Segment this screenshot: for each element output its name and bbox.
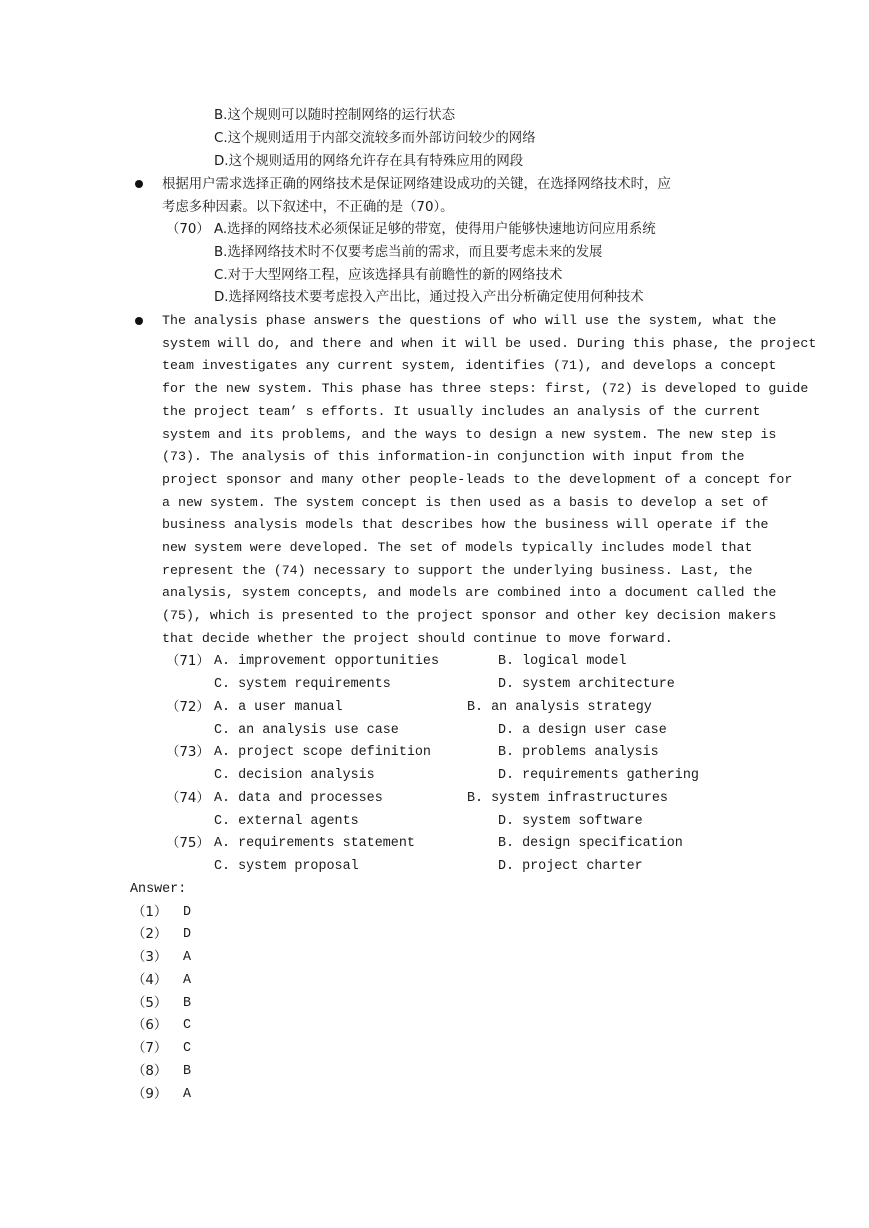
passage-line: team investigates any current system, identifies (71), and develops a concept xyxy=(162,358,777,374)
q75-option-b: B. design specification xyxy=(498,836,683,851)
q75-option-c: C. system proposal xyxy=(214,859,359,874)
q74-option-a: A. data and processes xyxy=(214,791,383,806)
q69-option-c: C.这个规则适用于内部交流较多而外部访问较少的网络 xyxy=(214,131,536,146)
q72-option-d: D. a design user case xyxy=(498,723,667,738)
q71-number: （71） xyxy=(166,654,210,669)
q70-option-a: A.选择的网络技术必须保证足够的带宽，使得用户能够快速地访问应用系统 xyxy=(214,222,656,237)
answer-number: （6） xyxy=(132,1018,168,1033)
passage-line: for the new system. This phase has three steps: first, (72) is developed to guide xyxy=(162,381,809,397)
q75-option-a: A. requirements statement xyxy=(214,836,415,851)
passage-line: project sponsor and many other people-leads to the development of a concept for xyxy=(162,471,793,487)
q74-option-d: D. system software xyxy=(498,814,643,829)
q69-option-b: B.这个规则可以随时控制网络的运行状态 xyxy=(214,108,456,123)
passage-line: that decide whether the project should continue to move forward. xyxy=(162,630,673,646)
answer-value: B xyxy=(183,1064,192,1079)
q70-stem-line2: 考虑多种因素。以下叙述中，不正确的是（70）。 xyxy=(162,200,454,215)
bullet-icon xyxy=(135,180,143,188)
answer-value: B xyxy=(183,996,192,1011)
passage-line: new system were developed. The set of models typically includes model that xyxy=(162,540,753,556)
answer-heading: Answer: xyxy=(130,882,187,897)
answer-number: （5） xyxy=(132,996,168,1011)
passage-line: (73). The analysis of this information-in conjunction with input from the xyxy=(162,449,745,465)
q75-option-d: D. project charter xyxy=(498,859,643,874)
answer-value: D xyxy=(183,927,192,942)
passage-line: analysis, system concepts, and models are combined into a document called the xyxy=(162,585,777,601)
answer-number: （3） xyxy=(132,950,168,965)
q72-option-c: C. an analysis use case xyxy=(214,723,399,738)
passage-line: The analysis phase answers the questions of who will use the system, what the xyxy=(162,313,777,328)
passage-line: represent the (74) necessary to support the underlying business. Last, the xyxy=(162,562,753,578)
q71-option-b: B. logical model xyxy=(498,654,627,669)
answer-value: A xyxy=(183,973,192,988)
q70-stem-line1: 根据用户需求选择正确的网络技术是保证网络建设成功的关键，在选择网络技术时，应 xyxy=(162,177,671,192)
q74-number: （74） xyxy=(166,791,210,806)
q72-option-b: B. an analysis strategy xyxy=(467,700,652,715)
answer-number: （9） xyxy=(132,1087,168,1102)
q73-number: （73） xyxy=(166,745,210,760)
bullet-icon xyxy=(135,317,143,325)
q69-option-d: D.这个规则适用的网络允许存在具有特殊应用的网段 xyxy=(214,154,524,169)
q70-option-b: B.选择网络技术时不仅要考虑当前的需求，而且要考虑未来的发展 xyxy=(214,245,603,260)
q71-option-d: D. system architecture xyxy=(498,677,675,692)
answer-number: （7） xyxy=(132,1041,168,1056)
answer-value: A xyxy=(183,950,192,965)
answer-value: A xyxy=(183,1087,192,1102)
q73-option-c: C. decision analysis xyxy=(214,768,375,783)
answer-value: D xyxy=(183,905,192,920)
reading-passage xyxy=(162,310,817,651)
answer-number: （1） xyxy=(132,905,168,920)
q75-number: （75） xyxy=(166,836,210,851)
passage-line: (75), which is presented to the project sponsor and other key decision makers xyxy=(162,608,777,624)
q73-option-a: A. project scope definition xyxy=(214,745,431,760)
q73-option-d: D. requirements gathering xyxy=(498,768,699,783)
passage-line: business analysis models that describes how the business will operate if the xyxy=(162,517,769,533)
passage-line: system and its problems, and the ways to design a new system. The new step is xyxy=(162,426,777,442)
q71-option-a: A. improvement opportunities xyxy=(214,654,439,669)
answer-value: C xyxy=(183,1041,192,1056)
passage-line: the project team’ s efforts. It usually includes an analysis of the current xyxy=(162,403,761,419)
passage-line: system will do, and there and when it will be used. During this phase, the project xyxy=(162,335,817,351)
answer-number: （4） xyxy=(132,973,168,988)
q74-option-c: C. external agents xyxy=(214,814,359,829)
answer-number: （2） xyxy=(132,927,168,942)
q70-option-d: D.选择网络技术要考虑投入产出比，通过投入产出分析确定使用何种技术 xyxy=(214,290,644,305)
passage-line: a new system. The system concept is then used as a basis to develop a set of xyxy=(162,494,769,510)
q71-option-c: C. system requirements xyxy=(214,677,391,692)
answer-value: C xyxy=(183,1018,192,1033)
answer-number: （8） xyxy=(132,1064,168,1079)
q70-number: （70） xyxy=(166,222,210,237)
q72-number: （72） xyxy=(166,700,210,715)
q74-option-b: B. system infrastructures xyxy=(467,791,668,806)
q73-option-b: B. problems analysis xyxy=(498,745,659,760)
q72-option-a: A. a user manual xyxy=(214,700,343,715)
q70-option-c: C.对于大型网络工程，应该选择具有前瞻性的新的网络技术 xyxy=(214,268,563,283)
